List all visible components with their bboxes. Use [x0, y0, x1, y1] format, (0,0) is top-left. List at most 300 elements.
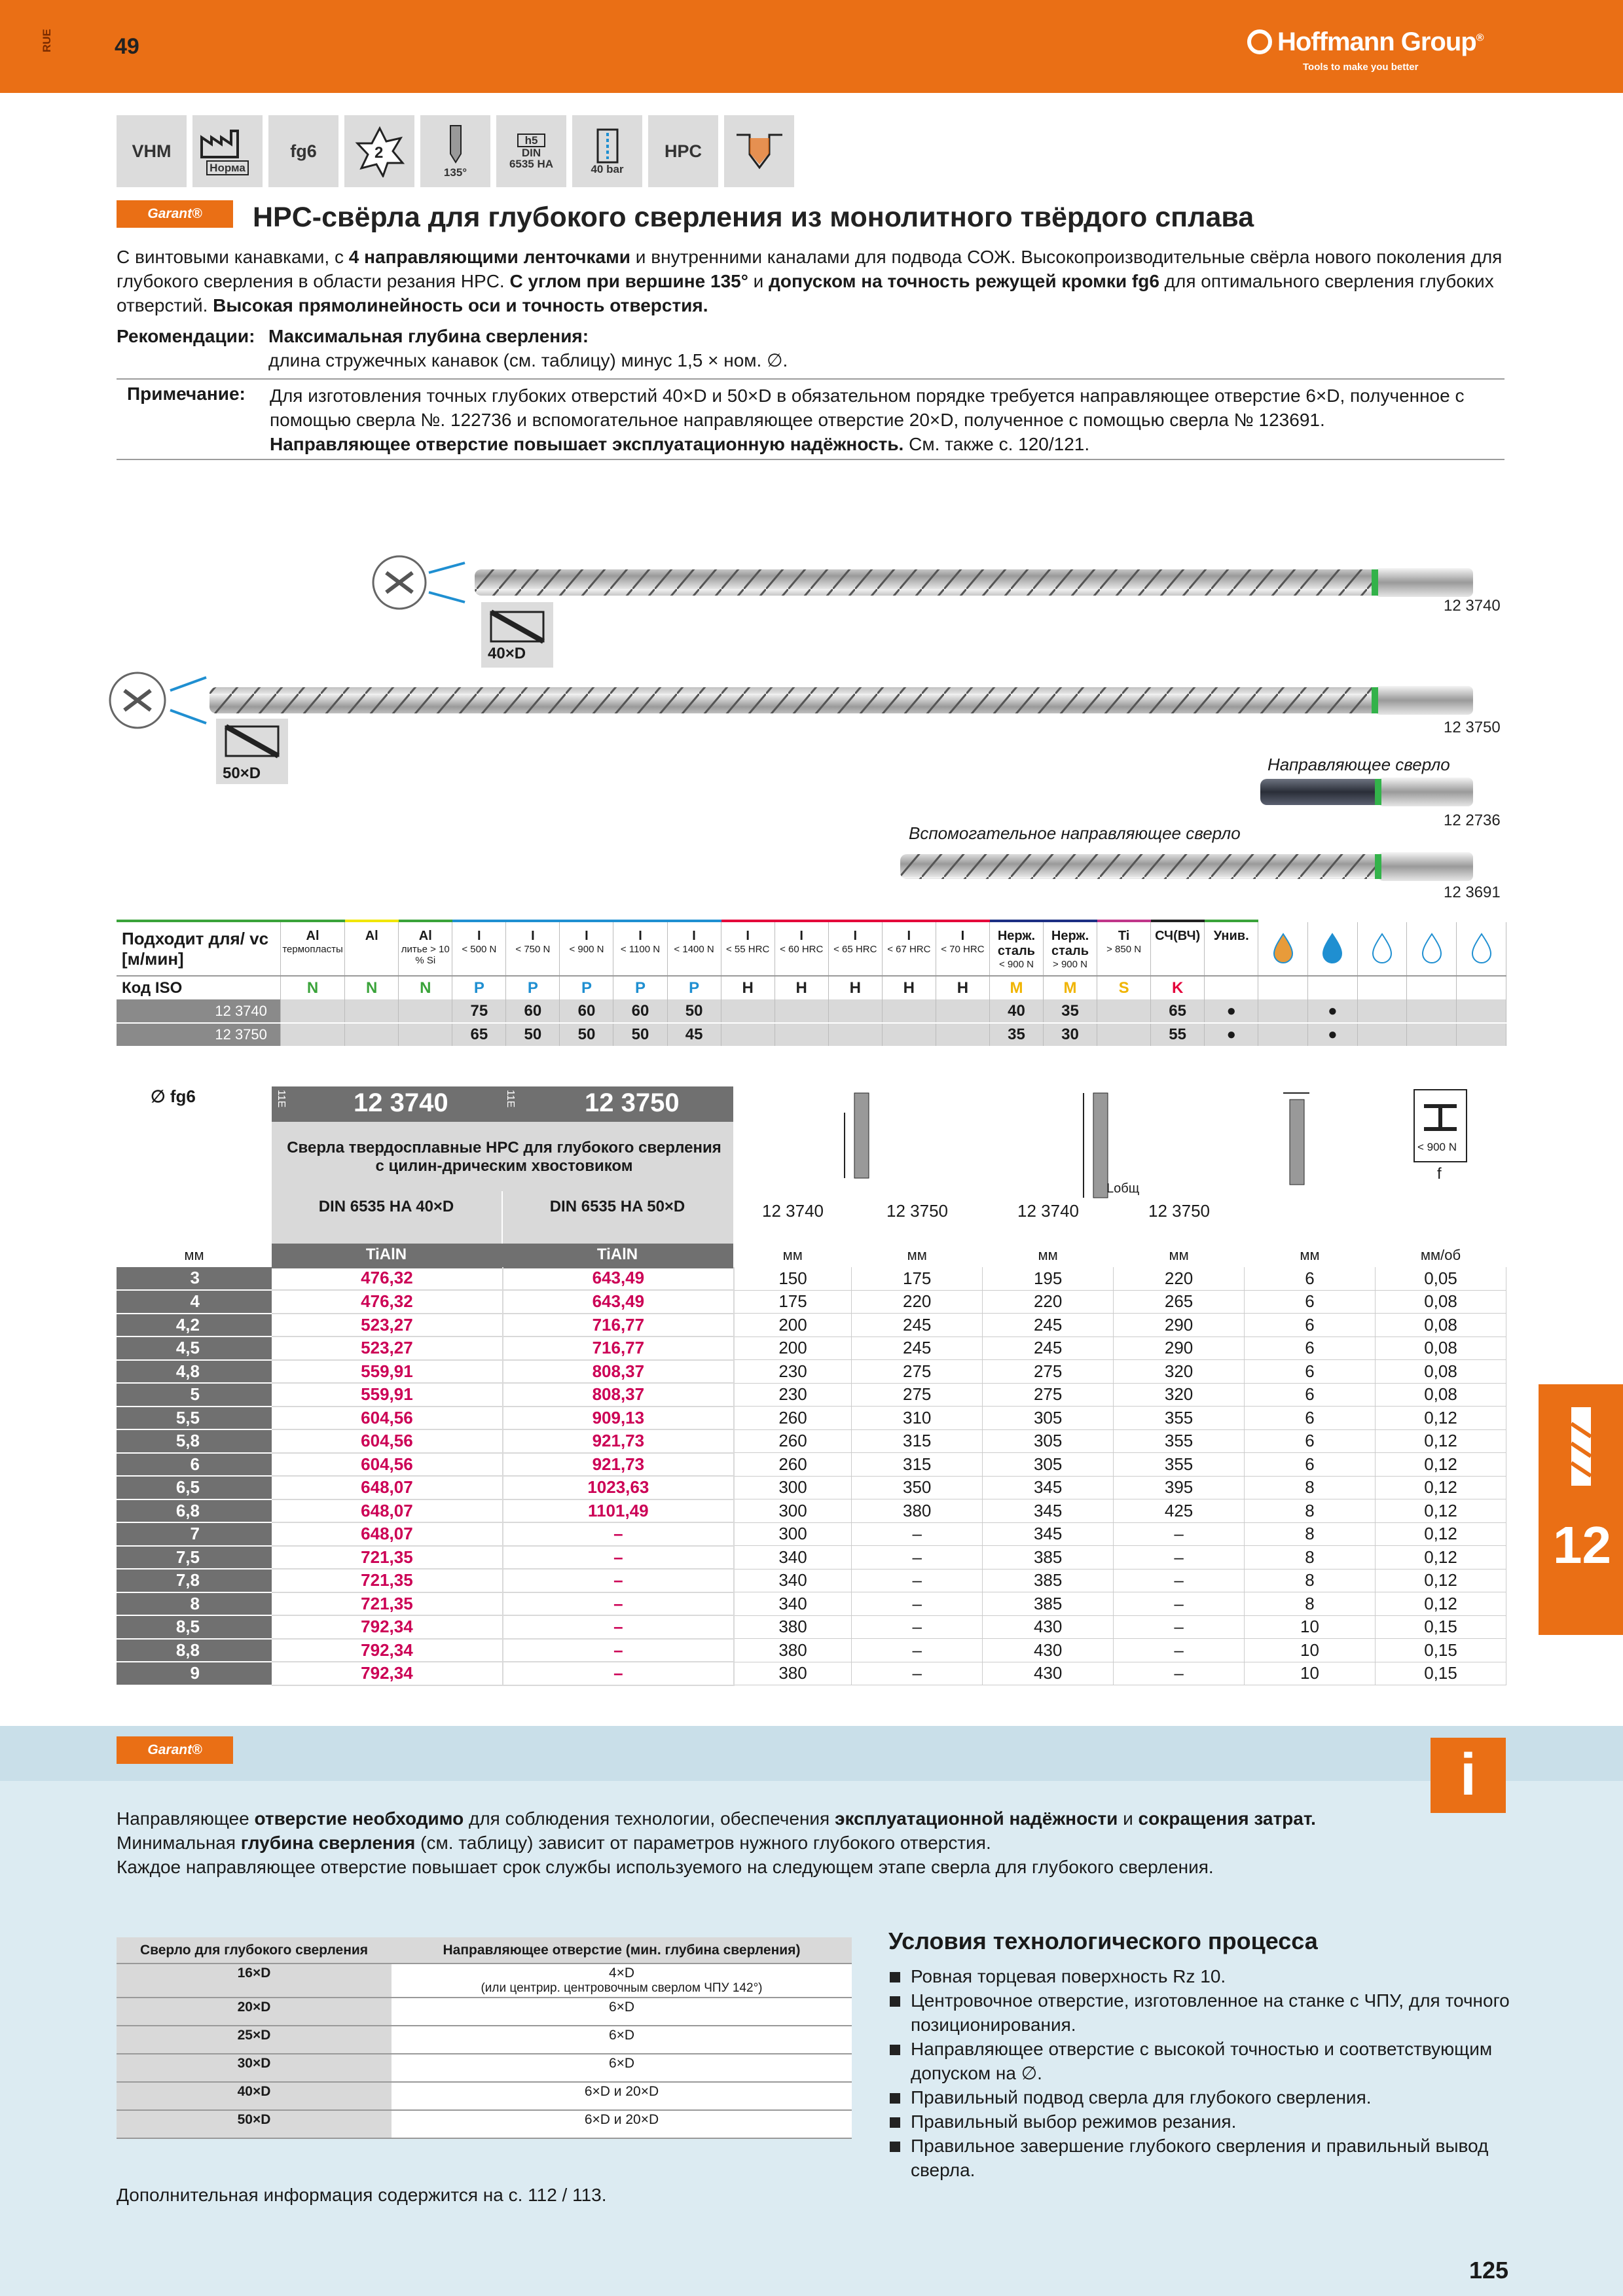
note-text: Для изготовления точных глубоких отверстий 40×D и 50×D в обязательном порядке требуется направляющее отверстие 6×D, полученное с помощью сверла №. 122736 и вспомогательное направляющее отверстие 20×D, полученное с помощью сверла № 123691. Направляющее отверстие повышает эксплуатационную надёжность. См. также с. 120/121.: [270, 386, 1465, 454]
cutting-speed: 35: [989, 1023, 1043, 1047]
coolant-mark: ●: [1307, 999, 1357, 1023]
cutting-speed: ●: [1205, 1023, 1258, 1047]
dimension-cell: 345: [983, 1522, 1114, 1546]
dimension-cell: 220: [983, 1290, 1114, 1314]
guide-head-2: Направляющее отверстие (мин. глубина сверления): [392, 1937, 852, 1964]
dimension-cell: –: [1114, 1569, 1245, 1592]
cutting-speed: 65: [452, 1023, 506, 1047]
dimension-cell: 8: [1245, 1499, 1376, 1523]
material-name: Унив.: [1213, 929, 1249, 943]
iso-code: H: [775, 976, 828, 999]
guide-hole: [392, 2110, 852, 2138]
iso-code: P: [667, 976, 721, 999]
cutting-speed: 65: [1151, 999, 1205, 1023]
price-cell: 716,77: [503, 1336, 734, 1360]
material-sub: < 60 HRC: [780, 944, 824, 955]
material-sub: < 750 N: [515, 944, 551, 955]
cutting-speed: 60: [613, 999, 667, 1023]
drill-code-123750: 12 3750: [1444, 719, 1501, 736]
iso-code: N: [280, 976, 344, 999]
cutting-speed: [882, 999, 936, 1023]
dimension-cell: 0,12: [1375, 1569, 1506, 1592]
diameter-cell: 5,5: [117, 1407, 272, 1430]
cutting-speed: [1097, 999, 1151, 1023]
guide-head-1: Сверло для глубокого сверления: [117, 1937, 392, 1964]
din-2: DIN 6535 HA 50×D: [549, 1198, 685, 1215]
price-cell: 792,34: [272, 1615, 503, 1639]
guide-hole-value: 6×D: [608, 2056, 635, 2071]
iso-empty: [1407, 976, 1457, 999]
material-col: [1097, 921, 1151, 976]
dimension-cell: 6: [1245, 1453, 1376, 1477]
price-cell: –: [503, 1662, 734, 1685]
dimension-cell: 340: [734, 1592, 852, 1616]
dimension-cell: 355: [1114, 1429, 1245, 1453]
cutting-speed: 60: [560, 999, 613, 1023]
recommend-head: Максимальная глубина сверления:: [268, 326, 589, 346]
fg6-icon: fg6: [268, 115, 338, 187]
cutting-speed: [721, 1023, 775, 1047]
iso-code: P: [560, 976, 613, 999]
diameter-cell: 8: [117, 1592, 272, 1616]
drop-orange-icon: [1258, 921, 1308, 976]
dry-icon: [1407, 921, 1457, 976]
material-col: [399, 921, 452, 976]
price-cell: 1023,63: [503, 1476, 734, 1499]
dimension-cell: 385: [983, 1546, 1114, 1570]
iso-code: S: [1097, 976, 1151, 999]
price-cell: –: [503, 1546, 734, 1570]
material-name: Al: [418, 929, 432, 943]
depth-label-50d: 50×D: [223, 764, 261, 782]
dimension-cell: 290: [1114, 1336, 1245, 1360]
drill-label-123691: Вспомогательное направляющее сверло: [909, 823, 1241, 843]
dimension-cell: 260: [734, 1429, 852, 1453]
condition-item: Правильное завершение глубокого сверления и правильный вывод сверла.: [888, 2134, 1510, 2182]
flute-length-icon: [845, 1093, 869, 1178]
material-name: I: [746, 929, 750, 943]
material-name: Нерж. сталь: [1051, 929, 1089, 958]
diameter-cell: 9: [117, 1662, 272, 1685]
dimension-cell: 0,08: [1375, 1336, 1506, 1360]
coating-2: TiAlN: [596, 1246, 638, 1263]
deep-hole-icon: [724, 115, 794, 187]
cutting-speed: [882, 1023, 936, 1047]
page-number: 125: [1469, 2257, 1509, 2284]
dimension-cell: 0,08: [1375, 1290, 1506, 1314]
brand-mark-icon: [1247, 29, 1272, 54]
price-cell: –: [503, 1615, 734, 1639]
dimension-cell: 355: [1114, 1453, 1245, 1477]
material-name: I: [907, 929, 911, 943]
din-1: DIN 6535 HA 40×D: [318, 1198, 454, 1215]
iso-code: H: [882, 976, 936, 999]
drill-code-123691: 12 3691: [1444, 884, 1501, 901]
dimension-cell: 8: [1245, 1522, 1376, 1546]
dimension-cell: 245: [983, 1314, 1114, 1337]
condition-item: Правильный выбор режимов резания.: [888, 2109, 1510, 2134]
cutting-speed: 55: [1151, 1023, 1205, 1047]
dimension-cell: 260: [734, 1453, 852, 1477]
dimension-cell: 8: [1245, 1569, 1376, 1592]
cutting-speed: 40: [989, 999, 1043, 1023]
diameter-cell: 6: [117, 1453, 272, 1477]
price-cell: 643,49: [503, 1267, 734, 1291]
dimension-cell: 245: [852, 1314, 983, 1337]
unit: мм: [1300, 1247, 1320, 1264]
dimension-cell: 380: [734, 1615, 852, 1639]
svg-text:2: 2: [374, 144, 383, 162]
guide-depth: 25×D: [117, 2026, 392, 2054]
iso-code: H: [721, 976, 775, 999]
dimension-cell: 380: [852, 1499, 983, 1523]
info-icon[interactable]: i: [1431, 1738, 1506, 1813]
material-sub: < 55 HRC: [726, 944, 770, 955]
note-label: Примечание:: [127, 384, 246, 404]
material-name: I: [799, 929, 803, 943]
dimension-cell: –: [1114, 1546, 1245, 1570]
price-cell: 721,35: [272, 1569, 503, 1592]
material-col: [1151, 921, 1205, 976]
price-cell: 716,77: [503, 1314, 734, 1337]
price-cell: 808,37: [503, 1383, 734, 1407]
cutting-speed: 45: [667, 1023, 721, 1047]
iso-code: M: [989, 976, 1043, 999]
product-code-2: 12 3750: [585, 1088, 680, 1117]
iso-code: K: [1151, 976, 1205, 999]
recommend-text: длина стружечных канавок (см. таблицу) минус 1,5 × ном. ∅.: [268, 350, 788, 370]
condition-item: Ровная торцевая поверхность Rz 10.: [888, 1964, 1510, 1988]
coolant-mark: [1457, 999, 1506, 1023]
material-name: I: [692, 929, 696, 943]
dimension-cell: 425: [1114, 1499, 1245, 1523]
material-sub: термопласты: [282, 944, 343, 955]
material-col: [721, 921, 775, 976]
dimension-cell: 430: [983, 1615, 1114, 1639]
dimension-cell: –: [1114, 1639, 1245, 1662]
price-cell: 648,07: [272, 1476, 503, 1499]
spec-table: [117, 1244, 1506, 1686]
cutting-speed: [775, 1023, 828, 1047]
dimension-cell: 430: [983, 1639, 1114, 1662]
price-cell: 808,37: [503, 1360, 734, 1384]
dimension-cell: 0,12: [1375, 1592, 1506, 1616]
dimension-cell: 6: [1245, 1360, 1376, 1384]
price-cell: –: [503, 1639, 734, 1662]
material-name: I: [585, 929, 589, 943]
price-cell: –: [503, 1569, 734, 1592]
price-cell: 909,13: [503, 1407, 734, 1430]
garant-logo: Garant®: [117, 200, 233, 228]
dimension-cell: 0,08: [1375, 1383, 1506, 1407]
material-sub: < 500 N: [462, 944, 497, 955]
materials-table: [117, 920, 1506, 1047]
dimension-cell: –: [1114, 1522, 1245, 1546]
coolant-mark: [1357, 999, 1407, 1023]
material-col: [560, 921, 613, 976]
dimension-cell: 350: [852, 1476, 983, 1499]
dimension-cell: 380: [734, 1639, 852, 1662]
cutting-speed: 50: [667, 999, 721, 1023]
price-cell: 792,34: [272, 1662, 503, 1685]
material-name: I: [960, 929, 965, 943]
dimension-cell: 320: [1114, 1383, 1245, 1407]
iso-code: H: [936, 976, 989, 999]
feature-icons: [117, 115, 794, 187]
cutting-speed: [280, 1023, 344, 1047]
drill-123740: [373, 556, 1473, 609]
dimension-cell: –: [852, 1522, 983, 1546]
price-cell: 604,56: [272, 1407, 503, 1430]
dimension-cell: 275: [983, 1383, 1114, 1407]
norm-factory-icon: Норма: [192, 115, 263, 187]
price-cell: 921,73: [503, 1429, 734, 1453]
dimension-cell: 260: [734, 1407, 852, 1430]
dimension-cell: 0,05: [1375, 1267, 1506, 1291]
drill-code-122736: 12 2736: [1444, 812, 1501, 829]
cutting-speed: [399, 999, 452, 1023]
note-box: [117, 378, 1504, 460]
material-col: [345, 921, 399, 976]
material-name: Ti: [1118, 929, 1130, 943]
cutting-speed: [280, 999, 344, 1023]
cutting-speed: [828, 1023, 882, 1047]
dimension-cell: 340: [734, 1546, 852, 1570]
page-title: HPC-свёрла для глубокого сверления из монолитного твёрдого сплава: [253, 202, 1254, 233]
price-cell: –: [503, 1592, 734, 1616]
dimension-cell: –: [1114, 1615, 1245, 1639]
dimension-cell: 230: [734, 1383, 852, 1407]
dimension-cell: 0,12: [1375, 1476, 1506, 1499]
spray-icon: [1357, 921, 1407, 976]
cutting-speed: ●: [1205, 999, 1258, 1023]
lobsh-label: Lобщ: [1106, 1181, 1140, 1196]
cutting-speed: 50: [560, 1023, 613, 1047]
brand-tagline: Tools to make you better: [1303, 62, 1419, 73]
dimension-cell: 265: [1114, 1290, 1245, 1314]
dimension-cell: 150: [734, 1267, 852, 1291]
iso-label: Код ISO: [117, 976, 280, 999]
dimension-cell: –: [1114, 1592, 1245, 1616]
dimension-cell: 0,12: [1375, 1546, 1506, 1570]
material-col: [280, 921, 344, 976]
dimension-cell: 275: [983, 1360, 1114, 1384]
dimension-cell: 245: [983, 1336, 1114, 1360]
dimension-cell: 300: [734, 1522, 852, 1546]
iso-code: M: [1043, 976, 1097, 999]
guide-depth: 50×D: [117, 2110, 392, 2138]
material-sub: < 1100 N: [620, 944, 661, 955]
product-desc: Сверла твердосплавные HPC для глубокого сверления с цилин-дрическим хвостовиком: [287, 1139, 721, 1175]
dimension-cell: –: [1114, 1662, 1245, 1685]
unit-blank: [272, 1244, 503, 1267]
guide-depth: 20×D: [117, 1998, 392, 2026]
guide-hole-value: 4×D: [608, 1965, 635, 1981]
dimension-cell: 0,12: [1375, 1499, 1506, 1523]
unit: мм: [1038, 1247, 1058, 1264]
price-cell: 523,27: [272, 1336, 503, 1360]
cutting-speed: 60: [506, 999, 560, 1023]
dimension-cell: 385: [983, 1592, 1114, 1616]
hpc-icon: HPC: [648, 115, 718, 187]
point-angle-icon: 135°: [420, 115, 490, 187]
dimension-cell: 0,12: [1375, 1522, 1506, 1546]
cutting-speed: 30: [1043, 1023, 1097, 1047]
material-col: [775, 921, 828, 976]
guide-depth: 30×D: [117, 2054, 392, 2082]
dimension-cell: 10: [1245, 1662, 1376, 1685]
flutes-icon: [344, 115, 414, 187]
dimension-cell: 6: [1245, 1336, 1376, 1360]
diameter-cell: 8,5: [117, 1615, 272, 1639]
price-cell: 648,07: [272, 1499, 503, 1523]
cutting-speed: 50: [613, 1023, 667, 1047]
mql-icon: [1457, 921, 1506, 976]
dimension-cell: 220: [852, 1290, 983, 1314]
cutting-speed: [775, 999, 828, 1023]
unit: мм: [907, 1247, 927, 1264]
section-tab[interactable]: 12: [1539, 1384, 1623, 1635]
dimension-cell: 0,08: [1375, 1314, 1506, 1337]
material-sub: < 900 N: [998, 959, 1034, 970]
diameter-cell: 6,5: [117, 1476, 272, 1499]
guide-hole-value: 6×D: [608, 2000, 635, 2015]
dimension-cell: 8: [1245, 1546, 1376, 1570]
guide-hole-note: (или центрир. центровочным сверлом ЧПУ 142°): [481, 1981, 763, 1995]
material-name: I: [638, 929, 642, 943]
dimension-cell: 195: [983, 1267, 1114, 1291]
guide-hole-value: 6×D и 20×D: [584, 2084, 659, 2099]
material-col: [506, 921, 560, 976]
iso-code: [1205, 976, 1258, 999]
guide-hole-table: [117, 1937, 852, 2139]
dimension-cell: 300: [734, 1476, 852, 1499]
cutting-speed: [399, 1023, 452, 1047]
price-cell: 476,32: [272, 1290, 503, 1314]
coolant-mark: [1357, 1023, 1407, 1047]
price-cell: 1101,49: [503, 1499, 734, 1523]
dimension-cell: 315: [852, 1453, 983, 1477]
coolant-mark: [1407, 1023, 1457, 1047]
vhm-icon: VHM: [117, 115, 187, 187]
material-sub: литье > 10 % Si: [401, 944, 450, 967]
guide-hole: [392, 2082, 852, 2110]
process-conditions: [888, 1928, 1510, 2182]
coating-1: TiAlN: [365, 1246, 407, 1263]
dimension-cell: 10: [1245, 1639, 1376, 1662]
material-col: [667, 921, 721, 976]
diameter-cell: 4,8: [117, 1360, 272, 1384]
coolant-mark: [1258, 999, 1308, 1023]
guide-hole: [392, 2054, 852, 2082]
dimension-cell: 275: [852, 1360, 983, 1384]
guide-depth: 16×D: [117, 1964, 392, 1998]
diameter-cell: 4,2: [117, 1314, 272, 1337]
diameter-cell: 8,8: [117, 1639, 272, 1662]
dimension-cell: 10: [1245, 1615, 1376, 1639]
dimension-cell: 345: [983, 1476, 1114, 1499]
drill-123691: [900, 852, 1473, 881]
coolant-mark: ●: [1307, 1023, 1357, 1047]
cutting-speed: [828, 999, 882, 1023]
material-col: [936, 921, 989, 976]
dimension-cell: 300: [734, 1499, 852, 1523]
coolant-pressure-icon: 40 bar: [572, 115, 642, 187]
drop-blue-icon: [1307, 921, 1357, 976]
shank-din-icon: h5 DIN 6535 HA: [496, 115, 566, 187]
dimension-cell: 6: [1245, 1383, 1376, 1407]
material-name: Al: [306, 929, 319, 943]
dimension-cell: –: [852, 1592, 983, 1616]
brand-logo[interactable]: Hoffmann Group®: [1247, 27, 1484, 57]
dimension-cell: 0,15: [1375, 1662, 1506, 1685]
page-left-number: 49: [115, 34, 139, 59]
intro-text: С винтовыми канавками, с 4 направляющими ленточками и внутренними каналами для подвода СОЖ. Высокопроизводительные свёрла нового поколения для глубокого сверления в области резания HPC. С углом при вершине 135° и допуском на точность режущей кромки fg6 для оптимального сверления глубоких отверстий. Высокая прямолинейность оси и точность отверстия.: [117, 247, 1503, 315]
material-col: [1043, 921, 1097, 976]
material-name: I: [853, 929, 858, 943]
dimension-icons: [838, 1086, 1493, 1204]
diameter-cell: 5,8: [117, 1429, 272, 1453]
drill-label-122736: Направляющее сверло: [1267, 755, 1450, 774]
depth-label-40d: 40×D: [488, 645, 526, 662]
diameter-cell: 7,8: [117, 1569, 272, 1592]
price-cell: 604,56: [272, 1429, 503, 1453]
material-col: [989, 921, 1043, 976]
material-col: [613, 921, 667, 976]
dimension-cell: –: [852, 1615, 983, 1639]
dimension-cell: 0,15: [1375, 1639, 1506, 1662]
material-sub: < 67 HRC: [887, 944, 931, 955]
iso-empty: [1258, 976, 1308, 999]
dimension-cell: –: [852, 1662, 983, 1685]
cutting-speed: 75: [452, 999, 506, 1023]
overall-length-icon: [1084, 1093, 1108, 1198]
material-sub: < 1400 N: [674, 944, 714, 955]
dimension-cell: 290: [1114, 1314, 1245, 1337]
dimension-cell: 355: [1114, 1407, 1245, 1430]
iso-code: P: [452, 976, 506, 999]
material-name: I: [477, 929, 481, 943]
material-sub: < 65 HRC: [833, 944, 877, 955]
iso-code: P: [613, 976, 667, 999]
dimension-cell: 6: [1245, 1290, 1376, 1314]
dimension-cell: 340: [734, 1569, 852, 1592]
unit: мм: [782, 1247, 803, 1264]
price-cell: 559,91: [272, 1360, 503, 1384]
diameter-cell: 4: [117, 1290, 272, 1314]
material-sub: > 850 N: [1106, 944, 1142, 955]
material-col: [452, 921, 506, 976]
iso-code: H: [828, 976, 882, 999]
dimension-cell: 6: [1245, 1407, 1376, 1430]
side-tag: RUE: [41, 29, 53, 52]
dimension-cell: –: [852, 1546, 983, 1570]
guide-depth: 40×D: [117, 2082, 392, 2110]
recommend-label: Рекомендации:: [117, 326, 255, 346]
dimension-cell: 220: [1114, 1267, 1245, 1291]
cutting-speed: [1097, 1023, 1151, 1047]
centre-text: Направляющее отверстие необходимо для соблюдения технологии, обеспечения эксплуатационной надёжности и сокращения затрат. Минимальная глубина сверления (см. таблицу) зависит от параметров нужного глубокого отверстия. Каждое направляющее отверстие повышает срок службы используемого на следующем этапе сверла для глубокого сверления.: [117, 1808, 1316, 1877]
dimension-cell: 345: [983, 1499, 1114, 1523]
unit-mm: мм: [184, 1247, 204, 1264]
price-cell: 559,91: [272, 1383, 503, 1407]
iso-empty: [1357, 976, 1407, 999]
cutting-speed: [721, 999, 775, 1023]
unit: мм: [1169, 1247, 1189, 1264]
dimension-cell: 385: [983, 1569, 1114, 1592]
price-cell: 523,27: [272, 1314, 503, 1337]
cutting-speed: [936, 999, 989, 1023]
